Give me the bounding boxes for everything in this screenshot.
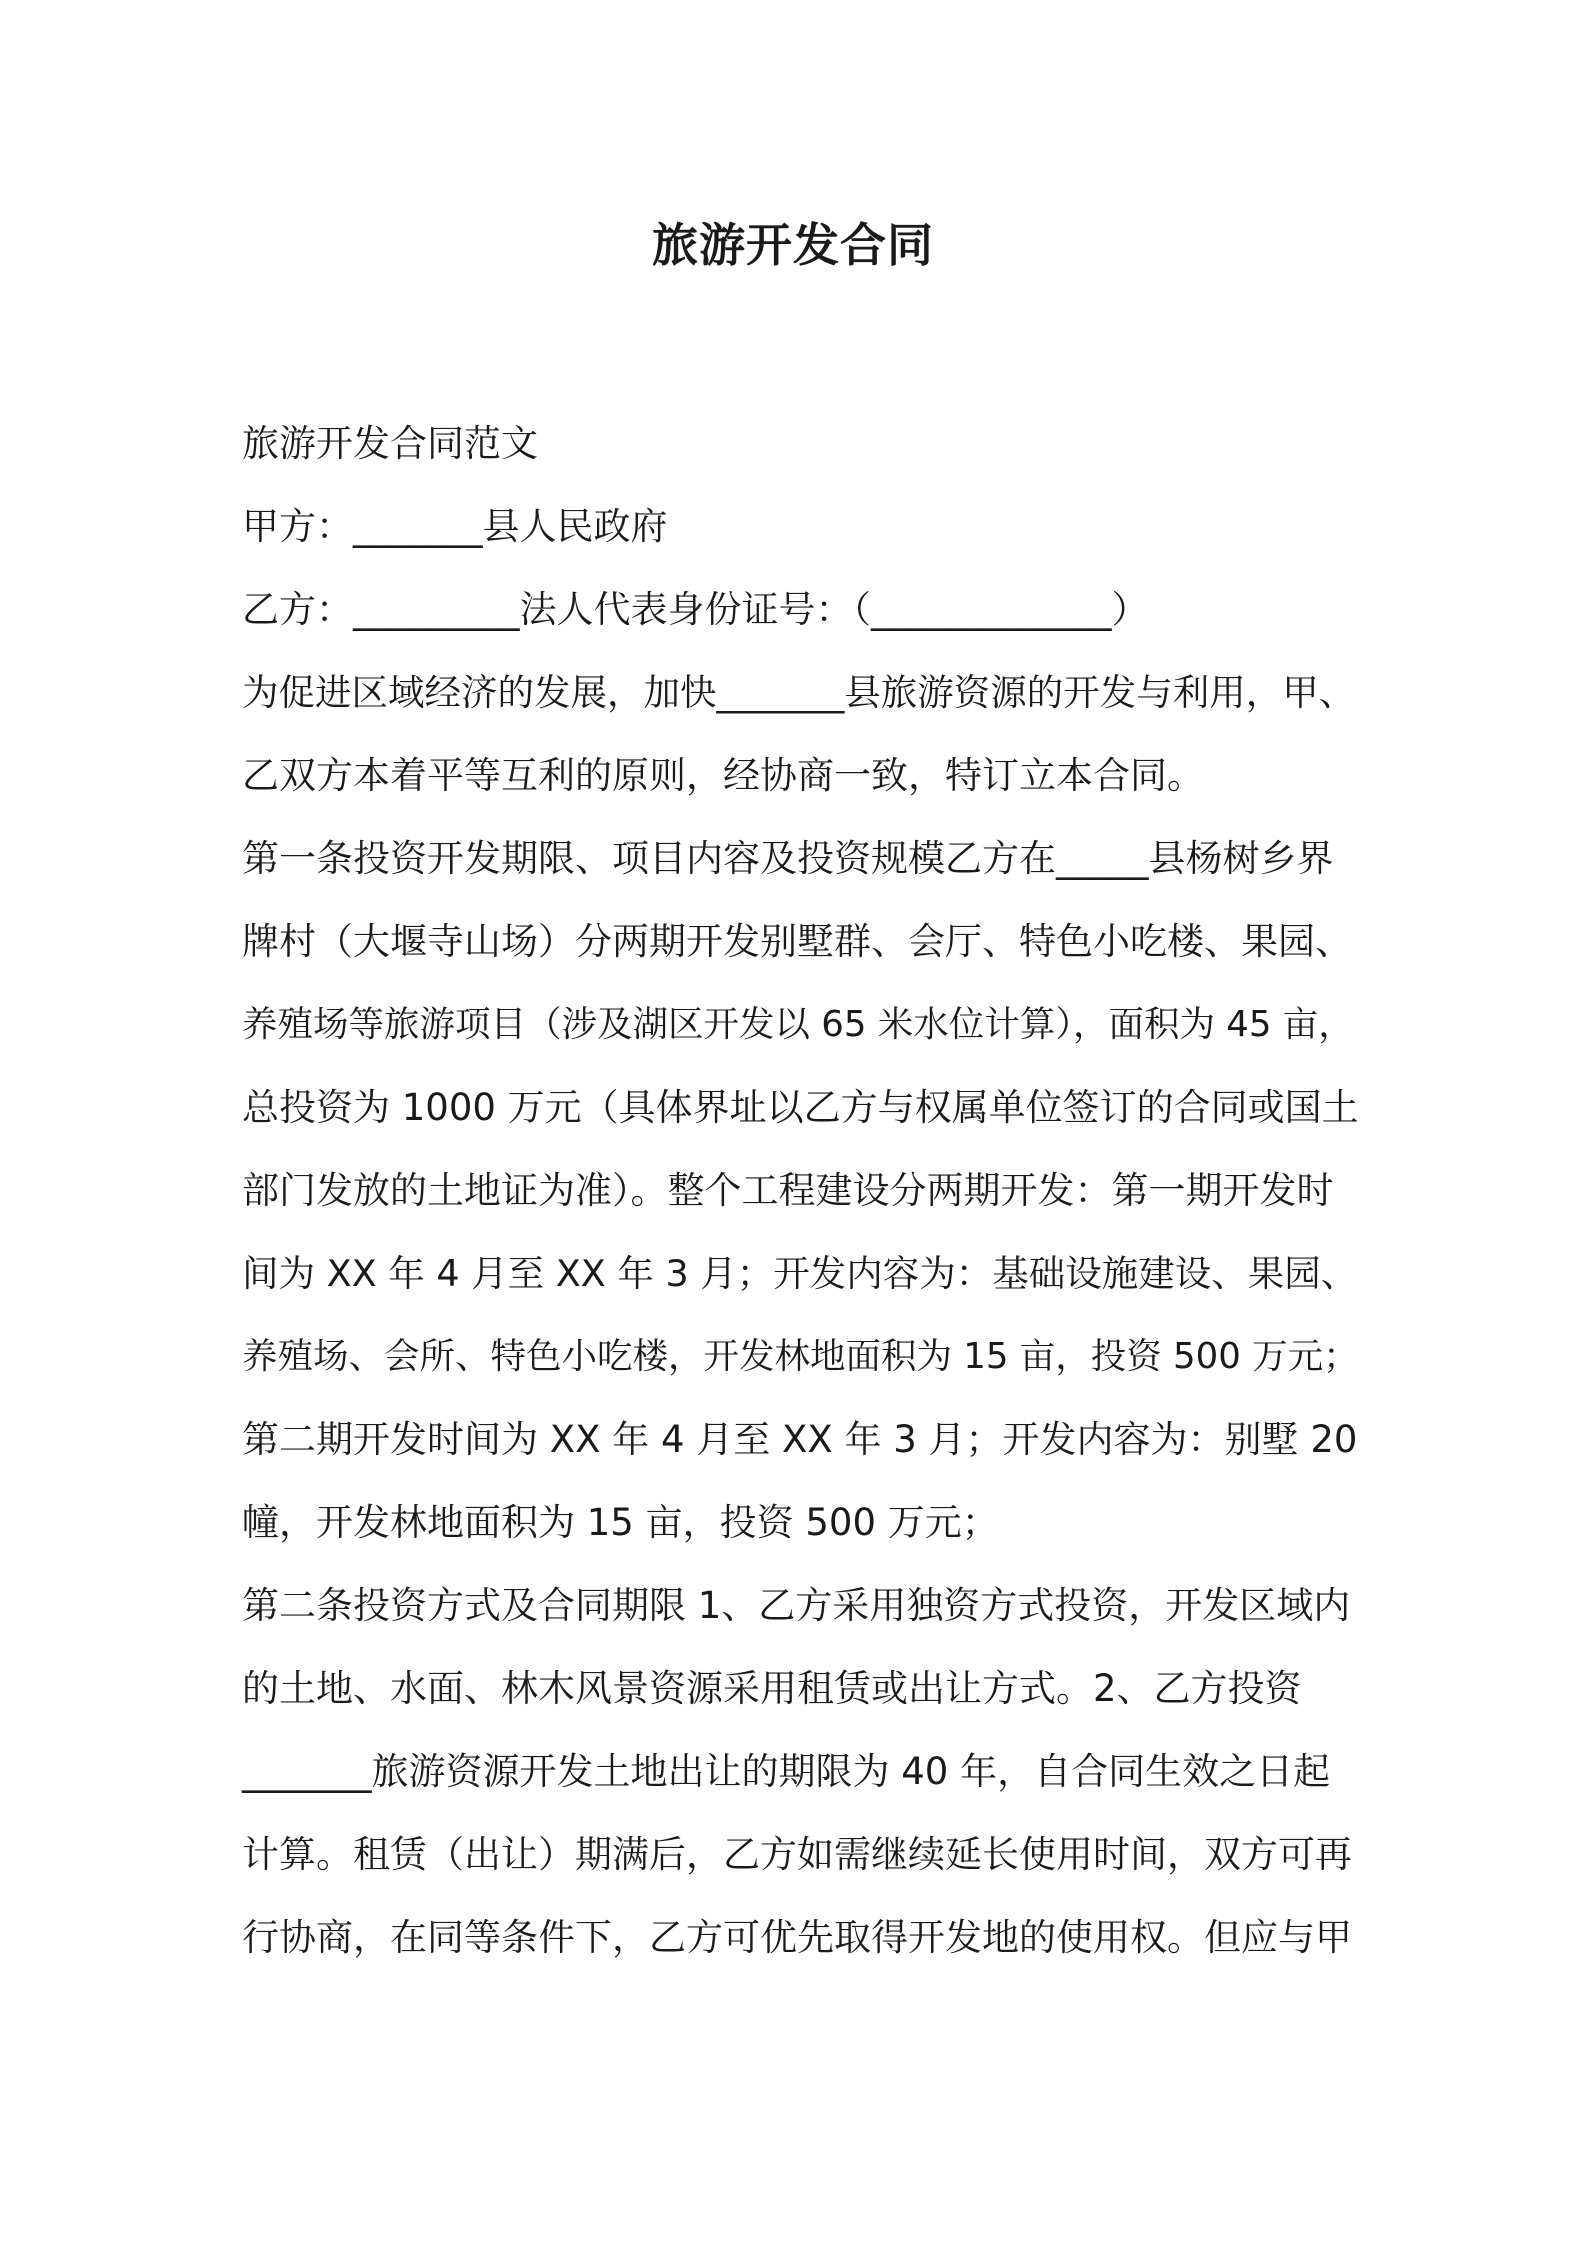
- text-line: 总投资为 1000 万元（具体界址以乙方与权属单位签订的合同或国土: [242, 1086, 1359, 1129]
- text-line: 为促进区域经济的发展，加快_______县旅游资源的开发与利用，甲、: [242, 671, 1356, 714]
- text-line: 计算。租赁（出让）期满后，乙方如需继续延长使用时间，双方可再: [242, 1833, 1352, 1876]
- text-line: 第二条投资方式及合同期限 1、乙方采用独资方式投资，开发区域内: [242, 1584, 1351, 1627]
- text-line: 旅游开发合同范文: [242, 422, 538, 465]
- text-line: 间为 XX 年 4 月至 XX 年 3 月；开发内容为：基础设施建设、果园、: [242, 1252, 1358, 1295]
- text-line: 第二期开发时间为 XX 年 4 月至 XX 年 3 月；开发内容为：别墅 20: [242, 1418, 1358, 1461]
- document-title: 旅游开发合同: [652, 218, 934, 272]
- text-line: 乙双方本着平等互利的原则，经协商一致，特订立本合同。: [242, 754, 1204, 797]
- text-line: _______旅游资源开发土地出让的期限为 40 年，自合同生效之日起: [242, 1750, 1331, 1793]
- text-line: 的土地、水面、林木风景资源采用租赁或出让方式。2、乙方投资: [242, 1667, 1302, 1710]
- text-line: 乙方：_________法人代表身份证号：（_____________）: [242, 588, 1149, 631]
- text-line: 第一条投资开发期限、项目内容及投资规模乙方在_____县杨树乡界: [242, 837, 1334, 880]
- document-body: [242, 402, 1362, 1979]
- text-line: 甲方：_______县人民政府: [242, 505, 668, 548]
- text-line: 行协商，在同等条件下，乙方可优先取得开发地的使用权。但应与甲: [242, 1916, 1352, 1959]
- text-line: 牌村（大堰寺山场）分两期开发别墅群、会厅、特色小吃楼、果园、: [242, 920, 1352, 963]
- text-line: 部门发放的土地证为准）。整个工程建设分两期开发：第一期开发时: [242, 1169, 1334, 1212]
- text-line: 养殖场、会所、特色小吃楼，开发林地面积为 15 亩，投资 500 万元；: [242, 1336, 1359, 1377]
- text-line: 幢，开发林地面积为 15 亩，投资 500 万元；: [242, 1501, 999, 1544]
- text-line: 养殖场等旅游项目（涉及湖区开发以 65 米水位计算），面积为 45 亩，: [242, 1004, 1354, 1045]
